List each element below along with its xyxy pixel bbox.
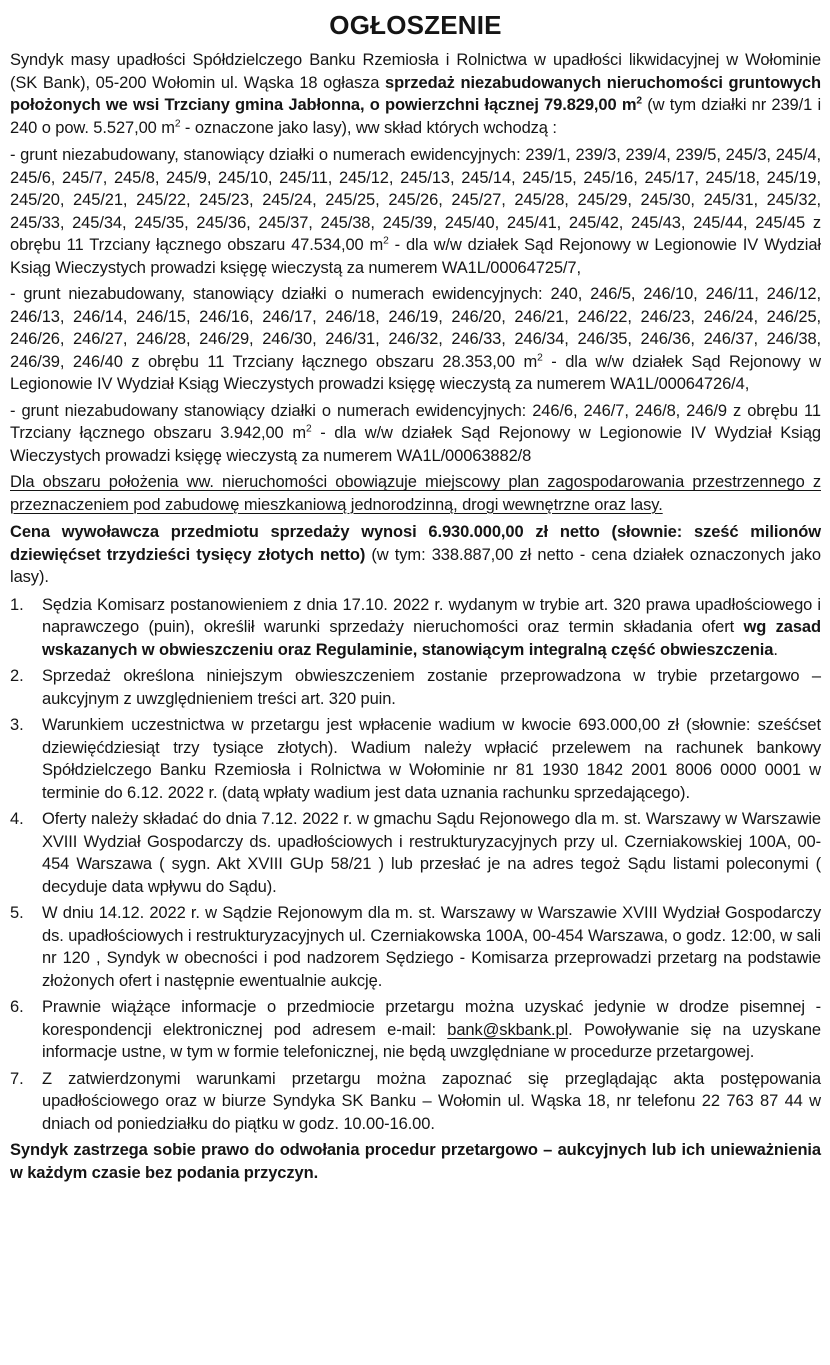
text-segment: - grunt niezabudowany stanowiący działki o numerach ewidencyjnych: 246/6, 246/7, 246/8, 246/9 z obrębu 11 Trzciany łącznego obszaru 3.942,00 m [10,401,821,442]
zoning-paragraph [10,471,821,516]
email-link[interactable]: bank@skbank.pl [447,1020,569,1039]
text-segment: - dla w/w działek Sąd Rejonowy w Legionowie IV Wydział Ksiąg Wieczystych prowadzi księgę wieczystą za numerem WA1L/00064725/7, [10,236,821,277]
list-item-1 [10,594,821,662]
list-item-2 [10,665,821,710]
text-segment: Sprzedaż określona niniejszym obwieszczeniem zostanie przeprowadzona w trybie przetargowo – aukcyjnym z uwzględnieniem treści art. 320 puin. [42,667,821,708]
conditions-list [10,594,821,1136]
list-item-2-text [42,665,821,710]
list-item-4-number: 4. [10,810,24,828]
text-segment: Syndyk masy upadłości Spółdzielczego Banku Rzemiosła i Rolnictwa w upadłości likwidacyjnej w Wołominie (SK Bank), 05-200 Wołomin ul. Wąska 18 ogłasza [10,51,821,92]
text-segment: W dniu 14.12. 2022 r. w Sądzie Rejonowym dla m. st. Warszawy w Warszawie XVIII Wydział Gospodarczy ds. upadłościowych i restrukturyzacyjnych ul. Czerniakowska 100A, 00-454 Warszawa, o godz. 12:00, w sali nr 120 , Syndyk w obecności i pod nadzorem Sędziego - Komisarza przeprowadzi przetarg na podstawie złożonych ofert i następnie ewentualnie aukcję. [42,904,821,990]
price-paragraph [10,521,821,589]
text-segment: (w tym działki nr 239/1 i 240 o pow. 5.527,00 m [10,96,822,137]
text-segment: - grunt niezabudowany, stanowiący działki o numerach ewidencyjnych: 240, 246/5, 246/10, 246/11, 246/12, 246/13, 246/14, 246/15, 246/16, 246/17, 246/18, 246/19, 246/20, 246/21, 246/22, 246/23, 246/24, 246/25, 246/26, 246/27, 246/28, 246/29, 246/30, 246/31, 246/32, 246/33, 246/34, 246/35, 246/36, 246/37, 246/38, 246/39, 246/40 z obrębu 11 Trzciany łącznego obszaru 28.353,00 m [10,285,821,371]
text-segment: . Powoływanie się na uzyskane informacje ustne, w tym w formie telefonicznej, nie będą uwzględniane w procedurze przetargowej. [42,1020,821,1061]
list-item-4-text [42,808,821,898]
text-segment: Syndyk zastrzega sobie prawo do odwołania procedur przetargowo – aukcyjnych lub ich unieważnienia w każdym czasie bez podania przyczyn. [10,1141,821,1182]
text-segment: 2 [305,423,312,435]
text-segment: - grunt niezabudowany, stanowiący działki o numerach ewidencyjnych: 239/1, 239/3, 239/4, 239/5, 245/3, 245/4, 245/6, 245/7, 245/8, 245/9, 245/10, 245/11, 245/12, 245/13, 245/14, 245/15, 245/16, 245/17, 245/18, 245/19, 245/20, 245/21, 245/22, 245/23, 245/24, 245/25, 245/26, 245/27, 245/28, 245/29, 245/30, 245/31, 245/32, 245/33, 245/34, 245/35, 245/36, 245/37, 245/38, 245/39, 245/40, 245/41, 245/42, 245/43, 245/44, 245/45 z obrębu 11 Trzciany łącznego obszaru 47.534,00 m [10,146,821,254]
list-item-1-text [42,594,821,662]
parcel-group-1 [10,144,821,279]
parcel-group-2 [10,283,821,396]
text-segment: Cena wywoławcza przedmiotu sprzedaży wynosi 6.930.000,00 zł netto (słownie: sześć milionów dziewięćset trzydzieści tysięcy złotych netto) [10,523,821,564]
list-item-1-number: 1. [10,595,24,614]
list-item-6-text [42,996,821,1064]
text-segment: Z zatwierdzonymi warunkami przetargu można zapoznać się przeglądając akta postępowania upadłościowego oraz w biurze Syndyka SK Banku – Wołomin ul. Wąska 18, nr telefonu 22 763 87 44 w dniach od poniedziałku do piątku w godz. 10.00-16.00. [42,1069,821,1133]
text-segment: Dla obszaru położenia ww. nieruchomości obowiązuje miejscowy plan zagospodarowania przestrzennego z przeznaczeniem pod zabudowę mieszkaniową jednorodzinną, drogi wewnętrzne oraz lasy. [10,473,821,514]
announcement-title: OGŁOSZENIE [329,10,502,40]
text-segment: (w tym: 338.887,00 zł netto - cena działek oznaczonych jako lasy). [10,545,821,586]
text-segment: . [773,640,778,659]
list-item-5 [10,902,821,992]
text-segment: 2 [537,352,543,363]
list-item-3-number: 3. [10,716,24,734]
text-segment: Prawnie wiążące informacje o przedmiocie przetargu można uzyskać jedynie w drodze pisemnej - korespondencji elektronicznej pod adresem e-mail: [42,998,821,1039]
list-item-5-text [42,902,821,992]
text-segment: Warunkiem uczestnictwa w przetargu jest wpłacenie wadium w kwocie 693.000,00 zł (słownie: sześćset dziewięćdziesiąt trzy tysiące złotych). Wadium należy wpłacić przelewem na rachunek bankowy Spółdzielczego Banku Rzemiosła i Rolnictwa w Wołominie nr 81 1930 1842 2001 8006 0000 0001 w terminie do 6.12. 2022 r. (datą wpłaty wadium jest data uznania rachunku sprzedającego). [42,716,821,802]
intro-paragraph [10,49,821,139]
list-item-7 [10,1068,821,1136]
text-segment: Oferty należy składać do dnia 7.12. 2022 r. w gmachu Sądu Rejonowego dla m. st. Warszawy w Warszawie XVIII Wydział Gospodarczy ds. upadłościowych i restrukturyzacyjnych przy ul. Czerniakowskiej 100A, 00-454 Warszawa ( sygn. Akt XVIII GUp 58/21 ) lub przesłać je na adres tegoż Sądu listami poleconymi ( decyduje data wpływu do Sądu). [42,810,821,896]
list-item-2-number: 2. [10,667,24,685]
list-item-3-text [42,714,821,804]
list-item-4 [10,808,821,898]
text-segment: sprzedaż niezabudowanych nieruchomości gruntowych położonych we wsi Trzciany gmina Jabłonna, o powierzchni łącznej 79.829,00 m [10,73,821,114]
closing-paragraph [10,1139,821,1184]
text-segment: 2 [636,95,642,107]
list-item-6 [10,996,821,1064]
text-segment: wg zasad wskazanych w obwieszczeniu oraz Regulaminie, stanowiącym integralną część obwieszczenia [42,618,821,659]
list-item-7-text [42,1068,821,1136]
list-item-7-number: 7. [10,1069,24,1088]
text-segment: 2 [383,235,389,247]
list-item-6-number: 6. [10,998,24,1016]
text-segment: Sędzia Komisarz postanowieniem z dnia 17.10. 2022 r. wydanym w trybie art. 320 prawa upadłościowego i naprawczego (puin), określił warunki sprzedaży nieruchomości oraz termin składania ofert [42,595,821,636]
text-segment: 2 [174,118,181,129]
text-segment: - dla w/w działek Sąd Rejonowy w Legionowie IV Wydział Ksiąg Wieczystych prowadzi księgę wieczystą za numerem WA1L/00063882/8 [10,424,821,465]
text-segment: - oznaczone jako lasy), ww skład których wchodzą : [180,118,557,137]
text-segment: - dla w/w działek Sąd Rejonowy w Legionowie IV Wydział Ksiąg Wieczystych prowadzi księgę wieczystą za numerem WA1L/00064726/4, [10,352,822,393]
parcel-group-3 [10,400,821,468]
list-item-3 [10,714,821,804]
list-item-5-number: 5. [10,904,24,922]
